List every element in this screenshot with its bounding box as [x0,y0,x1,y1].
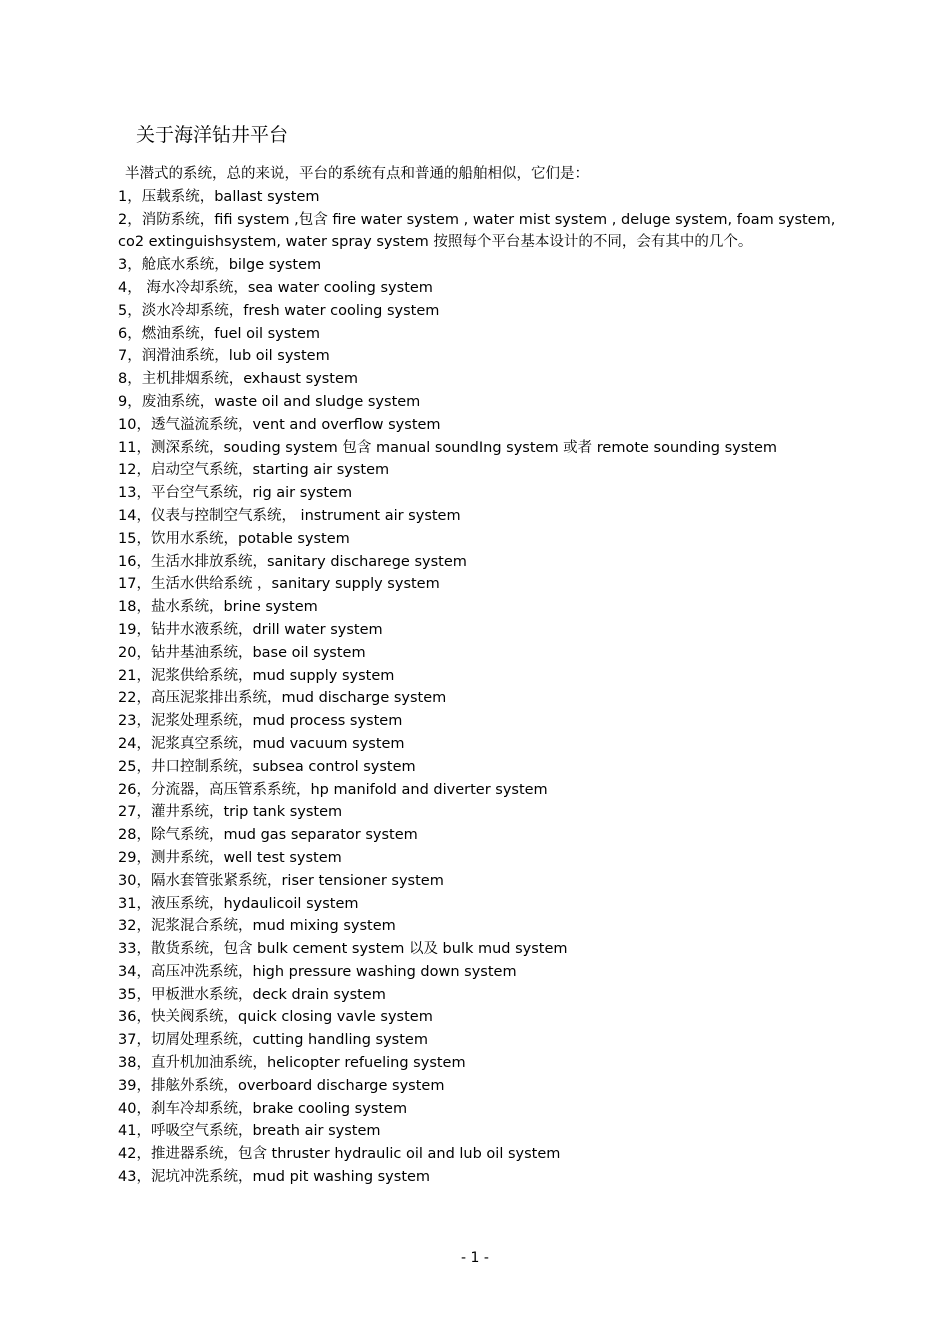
list-item: 4， 海水冷却系统，sea water cooling system [118,279,433,296]
list-item: 6，燃油系统，fuel oil system [118,325,321,342]
list-item: 18，盐水系统，brine system [118,599,318,616]
list-item: 15，饮用水系统，potable system [118,530,350,547]
list-item: 23，泥浆处理系统，mud process system [118,713,403,730]
list-item: 12，启动空气系统，starting air system [118,462,390,479]
list-item: 33，散货系统，包含 bulk cement system 以及 bulk mud system [118,941,568,958]
list-item: 25，井口控制系统，subsea control system [118,758,416,775]
list-item: 32，泥浆混合系统，mud mixing system [118,918,396,935]
list-item: 40，刹车冷却系统，brake cooling system [118,1100,408,1117]
list-item: 20，钻井基油系统，base oil system [118,644,366,661]
list-item: 28，除气系统，mud gas separator system [118,827,418,844]
document-title: 关于海洋钻井平台 [136,124,289,146]
list-item: 29，测井系统，well test system [118,849,342,866]
list-item: 42，推进器系统，包含 thruster hydraulic oil and lub oil system [118,1146,561,1163]
list-item: 26，分流器，高压管系系统，hp manifold and diverter system [118,781,548,798]
list-item: 34，高压冲洗系统，high pressure washing down system [118,963,517,980]
page-number: - 1 - [461,1250,489,1266]
list-item: 30，隔水套管张紧系统，riser tensioner system [118,872,444,889]
list-item: 37，切屑处理系统，cutting handling system [118,1032,428,1049]
list-item: 5，淡水冷却系统，fresh water cooling system [118,302,440,319]
list-item: 17，生活水供给系统 ，sanitary supply system [118,576,440,593]
system-list [118,186,858,1189]
list-item: 1，压载系统，ballast system [118,188,320,205]
list-item: 41，呼吸空气系统，breath air system [118,1123,381,1140]
list-item: 9，废油系统，waste oil and sludge system [118,393,421,410]
list-item: 36，快关阀系统，quick closing vavle system [118,1009,433,1026]
list-item: 22，高压泥浆排出系统，mud discharge system [118,690,447,707]
list-item: 24，泥浆真空系统，mud vacuum system [118,735,405,752]
list-item: 11，测深系统，souding system 包含 manual soundIng system 或者 remote sounding system [118,439,778,456]
list-item: 21，泥浆供给系统，mud supply system [118,667,395,684]
list-item: 31，液压系统，hydaulicoil system [118,895,359,912]
list-item: 7，润滑油系统，lub oil system [118,348,330,365]
list-item: 43，泥坑冲洗系统，mud pit washing system [118,1169,431,1186]
list-item: 16，生活水排放系统，sanitary discharege system [118,553,467,570]
list-item: 38，直升机加油系统，helicopter refueling system [118,1055,466,1072]
list-item: 19，钻井水液系统，drill water system [118,621,383,638]
list-item: 27，灌井系统，trip tank system [118,804,343,821]
list-item: 14，仪表与控制空气系统， instrument air system [118,507,461,524]
intro-paragraph: 半潜式的系统，总的来说，平台的系统有点和普通的船舶相似，它们是： [125,166,589,182]
list-item: 10，透气溢流系统，vent and overflow system [118,416,441,433]
list-item: 2，消防系统，fifi system ,包含 fire water system , water mist system , deluge system, foam system, co2 extinguishsystem, water spray system 按照每个平台基本设计的不同，会有其中的几个。 [118,211,836,251]
list-item: 13，平台空气系统，rig air system [118,485,353,502]
document-body [118,163,858,1189]
list-item: 8，主机排烟系统，exhaust system [118,371,359,388]
list-item: 39，排舷外系统，overboard discharge system [118,1077,445,1094]
list-item: 35，甲板泄水系统，deck drain system [118,986,386,1003]
list-item: 3，舱底水系统，bilge system [118,257,322,274]
